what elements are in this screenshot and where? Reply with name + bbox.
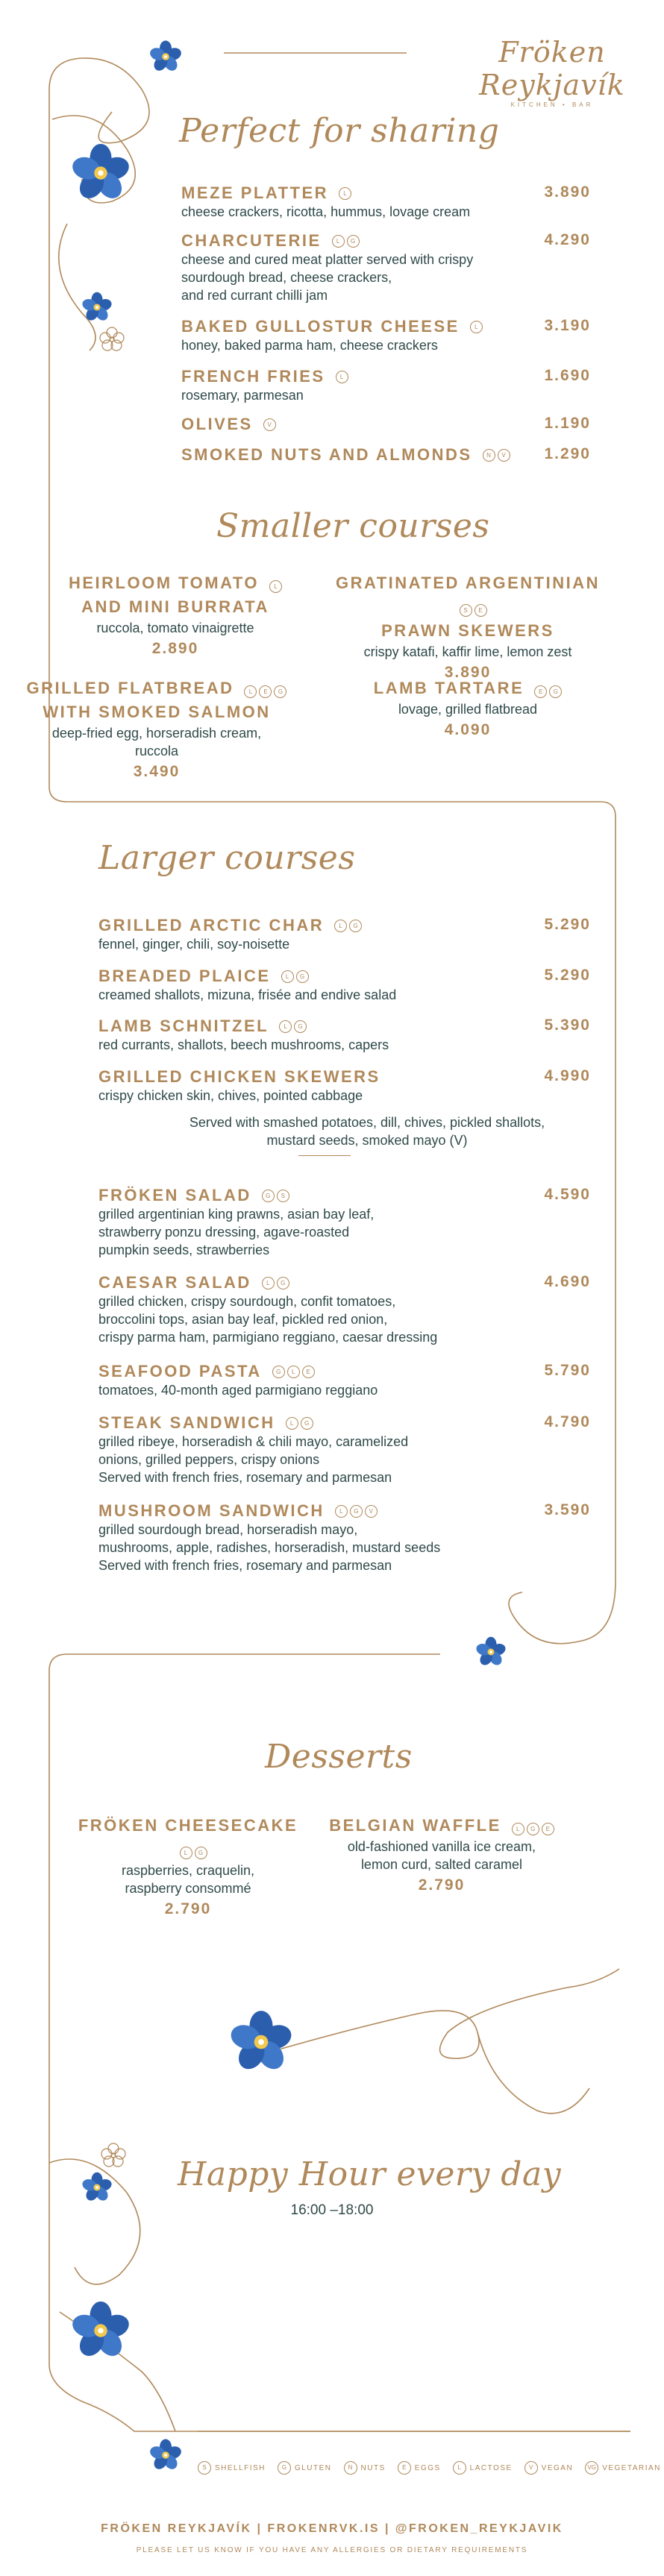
menu-item-name: FRENCH FRIES: [181, 367, 325, 386]
section-title-sharing: Perfect for sharing: [179, 112, 500, 150]
allergen-tags: [339, 187, 351, 200]
menu-item-description: Served with french fries, rosemary and parmesan: [98, 1470, 392, 1485]
menu-item-description: ruccola, tomato vinaigrette: [96, 621, 254, 635]
legend-label: GLUTEN: [294, 2463, 332, 2472]
allergen-tags: [334, 920, 362, 932]
menu-item-description: raspberry consommé: [125, 1881, 251, 1896]
menu-item-description: old-fashioned vanilla ice cream,: [347, 1839, 536, 1854]
allergen-tag: L: [262, 1277, 275, 1289]
menu-item: [181, 367, 591, 404]
allergen-tag: L: [339, 187, 351, 200]
menu-item-description: grilled argentinian king prawns, asian bay leaf,: [98, 1207, 375, 1222]
allergen-legend: [198, 2461, 661, 2475]
menu-item: [48, 571, 302, 658]
menu-item-name: STEAK SANDWICH: [98, 1413, 275, 1432]
allergen-tags: [460, 604, 487, 617]
menu-item-heading: [98, 967, 591, 986]
menu-item-heading: [98, 1186, 591, 1205]
menu-item-name: [22, 676, 291, 700]
allergen-tag: G: [272, 1366, 285, 1378]
allergen-tag: G: [301, 1417, 313, 1430]
allergen-tag: G: [296, 970, 309, 983]
menu-item-name-text: LAMB TARTARE: [373, 679, 524, 697]
legend-item: [278, 2461, 332, 2475]
menu-item-heading: [98, 1273, 591, 1292]
menu-item-description: onions, grilled peppers, crispy onions: [98, 1452, 320, 1467]
menu-item: [98, 967, 591, 1004]
menu-item-description: crispy chicken skin, chives, pointed cabbage: [98, 1088, 363, 1103]
menu-item-heading: [98, 1501, 591, 1521]
allergen-tag: E: [302, 1366, 315, 1378]
legend-code: L: [453, 2461, 466, 2475]
brand-logo: [466, 36, 638, 108]
menu-item: [98, 1186, 591, 1259]
menu-item-description: tomatoes, 40-month aged parmigiano reggiano: [98, 1383, 378, 1398]
section-title-happy-hour: Happy Hour every day: [178, 2155, 562, 2193]
allergen-tag: V: [263, 418, 276, 431]
legend-code: VG: [585, 2461, 598, 2475]
allergen-tags: [470, 321, 483, 333]
allergen-tags: [332, 235, 360, 248]
allergen-tag: E: [474, 604, 487, 617]
legend-code: V: [524, 2461, 538, 2475]
allergen-tag: E: [534, 685, 547, 698]
allergen-tag: L: [244, 685, 257, 698]
menu-item-name: PRAWN SKEWERS: [381, 621, 554, 640]
menu-item-name: [61, 1814, 315, 1862]
menu-item-name: CHARCUTERIE: [181, 231, 322, 250]
menu-item: [307, 1814, 576, 1894]
menu-item: [98, 1017, 591, 1054]
allergen-tags: [286, 1417, 313, 1430]
menu-item-heading: [98, 1017, 591, 1036]
allergen-tags: [262, 1277, 289, 1289]
menu-item-description: and red currant chilli jam: [181, 288, 328, 303]
allergen-tags: [279, 1020, 307, 1033]
menu-item-heading: [98, 1413, 591, 1433]
menu-item-price: 4.690: [544, 1273, 591, 1290]
menu-item-name: BAKED GULLOSTUR CHEESE: [181, 317, 460, 336]
allergen-tag: E: [542, 1823, 554, 1835]
menu-item-description: rosemary, parmesan: [181, 388, 304, 403]
menu-item: [22, 676, 291, 781]
menu-item: [181, 317, 591, 354]
brand-subtitle: KITCHEN • BAR: [510, 101, 594, 108]
menu-item-description: strawberry ponzu dressing, agave-roasted: [98, 1225, 350, 1240]
menu-item-name-text: BELGIAN WAFFLE: [329, 1816, 501, 1835]
allergen-tag: L: [335, 1505, 348, 1518]
menu-item-description: crispy parma ham, parmigiano reggiano, caesar dressing: [98, 1330, 438, 1345]
menu-item: [181, 415, 591, 434]
menu-item-heading: [98, 1067, 591, 1087]
menu-item-price: 3.590: [544, 1501, 591, 1518]
legend-item: [585, 2461, 661, 2475]
menu-item-price: 4.990: [544, 1067, 591, 1084]
allergen-tag: G: [350, 1505, 363, 1518]
menu-item-heading: [181, 367, 591, 386]
allergen-tags: [335, 1505, 378, 1518]
menu-item-heading: [181, 183, 591, 203]
menu-item: [181, 183, 591, 221]
legend-item: [344, 2461, 386, 2475]
legend-code: G: [278, 2461, 291, 2475]
menu-item-name: [307, 1814, 576, 1838]
legend-label: LACTOSE: [469, 2463, 513, 2472]
menu-item: [98, 1067, 591, 1105]
menu-item-heading: [181, 231, 591, 251]
menu-item-name: GRILLED ARCTIC CHAR: [98, 916, 325, 934]
allergen-tags: [272, 1366, 315, 1378]
allergen-tags: [269, 580, 282, 593]
allergen-tag: G: [195, 1847, 207, 1859]
happy-hour-time: 16:00 –18:00: [290, 2202, 374, 2218]
allergen-tags: [483, 449, 510, 462]
section-title-smaller: Smaller courses: [216, 507, 490, 545]
menu-item-name-text: GRILLED FLATBREAD: [26, 679, 234, 697]
menu-item: [61, 1814, 315, 1918]
legend-label: VEGAN: [541, 2463, 574, 2472]
menu-item: [98, 1501, 591, 1574]
menu-item-description: red currants, shallots, beech mushrooms, capers: [98, 1037, 389, 1052]
menu-item-name: [319, 571, 617, 619]
allergen-tag: S: [277, 1190, 289, 1202]
menu-item-description: grilled sourdough bread, horseradish mayo,: [98, 1522, 358, 1537]
menu-item-description: grilled chicken, crispy sourdough, confit tomatoes,: [98, 1294, 396, 1309]
allergen-tags: [281, 970, 309, 983]
footer-line-2: PLEASE LET US KNOW IF YOU HAVE ANY ALLERGIES OR DIETARY REQUIREMENTS: [136, 2546, 528, 2554]
allergen-tag: L: [287, 1366, 300, 1378]
menu-item-name-text: GRATINATED ARGENTINIAN: [335, 574, 601, 592]
menu-item-name: SMOKED NUTS AND ALMONDS: [181, 445, 472, 464]
menu-item-price: 5.290: [544, 967, 591, 984]
menu-item-heading: [98, 1362, 591, 1381]
allergen-tag: L: [180, 1847, 192, 1859]
menu-item: [98, 1273, 591, 1346]
allergen-tag: L: [512, 1823, 524, 1835]
menu-item: [181, 231, 591, 304]
menu-item-price: 1.290: [544, 445, 591, 462]
menu-item-price: 1.190: [544, 415, 591, 432]
menu-item-description: Served with french fries, rosemary and parmesan: [98, 1558, 392, 1573]
allergen-tags: [336, 371, 348, 383]
legend-item: [453, 2461, 513, 2475]
allergen-tag: L: [281, 970, 294, 983]
menu-item-name: CAESAR SALAD: [98, 1273, 251, 1292]
allergen-tag: V: [365, 1505, 378, 1518]
menu-item-heading: [181, 445, 591, 465]
menu-item-name: LAMB SCHNITZEL: [98, 1017, 269, 1035]
menu-item-description: sourdough bread, cheese crackers,: [181, 270, 392, 285]
menu-item-description: lovage, grilled flatbread: [398, 702, 538, 717]
menu-item-description: ruccola: [134, 744, 179, 758]
menu-item-description: raspberries, craquelin,: [121, 1863, 255, 1878]
menu-item: [98, 1362, 591, 1399]
allergen-tags: [180, 1847, 207, 1859]
served-divider: [298, 1155, 351, 1156]
allergen-tag: G: [294, 1020, 307, 1033]
menu-item-price: 2.890: [151, 640, 199, 657]
menu-item-price: 4.290: [544, 231, 591, 248]
legend-label: NUTS: [360, 2463, 386, 2472]
allergen-tags: [512, 1823, 554, 1835]
legend-label: EGGS: [414, 2463, 441, 2472]
allergen-tag: G: [549, 685, 562, 698]
allergen-tag: G: [349, 920, 362, 932]
allergen-tags: [534, 685, 562, 698]
menu-item-price: 3.890: [544, 183, 591, 201]
allergen-tag: L: [470, 321, 483, 333]
menu-item-description: cheese crackers, ricotta, hummus, lovage cream: [181, 204, 471, 219]
menu-item-price: 4.790: [544, 1413, 591, 1430]
menu-item-name: SEAFOOD PASTA: [98, 1362, 262, 1380]
menu-item-name: [333, 676, 602, 700]
menu-item: [98, 1413, 591, 1486]
legend-item: [398, 2461, 441, 2475]
menu-item-heading: [98, 916, 591, 935]
menu-item-description: mushrooms, apple, radishes, horseradish, mustard seeds: [98, 1540, 441, 1555]
menu-item-price: 1.690: [544, 367, 591, 384]
menu-item-description: pumpkin seeds, strawberries: [98, 1243, 270, 1257]
menu-item-description: deep-fried egg, horseradish cream,: [51, 726, 262, 741]
allergen-tag: S: [460, 604, 472, 617]
menu-item-description: creamed shallots, mizuna, frisée and endive salad: [98, 987, 397, 1002]
menu-item-name: AND MINI BURRATA: [81, 597, 269, 616]
menu-item-name: WITH SMOKED SALMON: [43, 703, 271, 721]
menu-item-name: GRILLED CHICKEN SKEWERS: [98, 1067, 380, 1086]
menu-item-description: broccolini tops, asian bay leaf, pickled red onion,: [98, 1312, 388, 1327]
menu-item: [319, 571, 617, 682]
menu-item-price: 3.890: [444, 664, 492, 681]
section-title-larger: Larger courses: [98, 839, 356, 877]
menu-item-name-text: HEIRLOOM TOMATO: [68, 574, 260, 592]
menu-item-description: fennel, ginger, chili, soy-noisette: [98, 937, 290, 952]
menu-item-name: BREADED PLAICE: [98, 967, 271, 985]
menu-item-price: 5.390: [544, 1017, 591, 1034]
allergen-tag: L: [334, 920, 347, 932]
menu-item-name: FRÖKEN SALAD: [98, 1186, 251, 1204]
allergen-tag: G: [347, 235, 360, 248]
menu-item-name-text: FRÖKEN CHEESECAKE: [78, 1816, 298, 1835]
menu-item-price: 4.090: [444, 721, 492, 738]
menu-item-name: OLIVES: [181, 415, 253, 433]
section-title-desserts: Desserts: [265, 1738, 413, 1776]
served-note: [98, 1113, 636, 1149]
allergen-tag: L: [269, 580, 282, 593]
menu-item-price: 3.490: [133, 763, 181, 780]
allergen-tag: G: [262, 1190, 275, 1202]
allergen-tag: V: [498, 449, 510, 462]
menu-item-description: cheese and cured meat platter served with crispy: [181, 252, 474, 267]
menu-item: [98, 916, 591, 953]
allergen-tag: G: [527, 1823, 539, 1835]
allergen-tags: [263, 418, 276, 431]
brand-name: Fröken Reykjavík: [479, 36, 625, 101]
menu-item-heading: [181, 317, 591, 336]
menu-item-description: grilled ribeye, horseradish & chili mayo, caramelized: [98, 1434, 409, 1449]
menu-item-heading: [181, 415, 591, 434]
menu-item-price: 5.790: [544, 1362, 591, 1379]
legend-item: [524, 2461, 574, 2475]
menu-item-price: 2.790: [418, 1876, 466, 1894]
legend-code: S: [198, 2461, 211, 2475]
allergen-tag: L: [332, 235, 345, 248]
menu-item-name: [48, 571, 302, 595]
allergen-tag: G: [274, 685, 286, 698]
allergen-tag: G: [277, 1277, 289, 1289]
menu-item-description: crispy katafi, kaffir lime, lemon zest: [363, 644, 572, 659]
menu-item-price: 2.790: [164, 1900, 212, 1917]
menu-item-price: 3.190: [544, 317, 591, 334]
legend-code: N: [344, 2461, 357, 2475]
legend-label: VEGETARIAN: [602, 2463, 661, 2472]
menu-item: [333, 676, 602, 739]
footer-line-1: FRÖKEN REYKJAVÍK | FROKENRVK.IS | @FROKEN_REYKJAVIK: [101, 2522, 563, 2535]
allergen-tag: L: [279, 1020, 292, 1033]
menu-item-price: 4.590: [544, 1186, 591, 1203]
menu-item-price: 5.290: [544, 916, 591, 933]
menu-item-description: lemon curd, salted caramel: [360, 1857, 523, 1872]
allergen-tag: L: [286, 1417, 298, 1430]
allergen-tag: N: [483, 449, 495, 462]
served-note-line: mustard seeds, smoked mayo (V): [266, 1133, 468, 1148]
menu-item: [181, 445, 591, 465]
allergen-tags: [262, 1190, 289, 1202]
legend-code: E: [398, 2461, 411, 2475]
menu-item-name: MUSHROOM SANDWICH: [98, 1501, 325, 1520]
legend-label: SHELLFISH: [215, 2463, 266, 2472]
legend-item: [198, 2461, 266, 2475]
allergen-tag: L: [336, 371, 348, 383]
allergen-tags: [244, 685, 286, 698]
menu-item-name: MEZE PLATTER: [181, 183, 329, 202]
served-note-line: Served with smashed potatoes, dill, chives, pickled shallots,: [189, 1115, 545, 1130]
allergen-tag: E: [259, 685, 272, 698]
menu-item-description: honey, baked parma ham, cheese crackers: [181, 338, 438, 353]
